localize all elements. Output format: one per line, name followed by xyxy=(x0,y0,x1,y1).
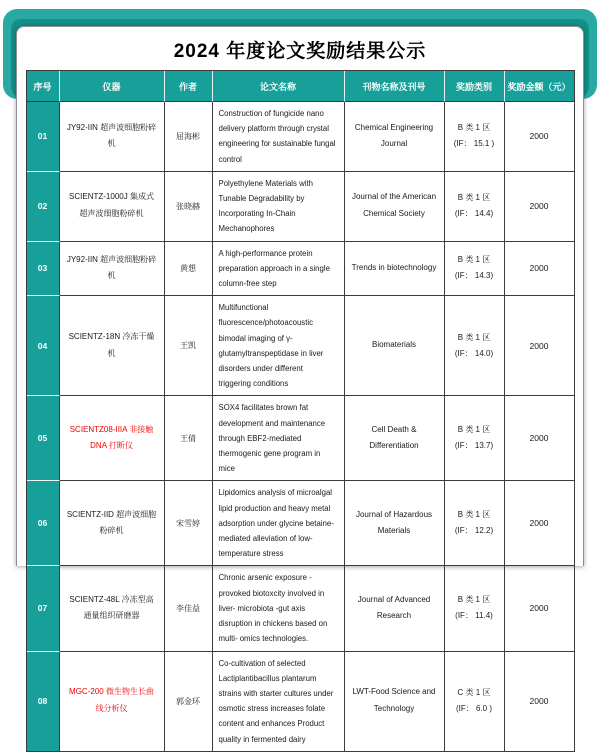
cell-journal: Journal of the American Chemical Society xyxy=(345,172,445,242)
award-category-class: B 类 1 区 xyxy=(457,193,491,203)
cell-award-amount: 2000 xyxy=(505,566,575,651)
cell-row-number: 08 xyxy=(27,652,60,752)
cell-paper-title: SOX4 facilitates brown fat development and maintenance through EBF2-mediated thermogenic gene program in mice xyxy=(213,396,345,481)
header-cell: 仪器 xyxy=(60,71,165,102)
cell-award-category xyxy=(445,296,505,396)
table-row xyxy=(27,652,575,752)
cell-author: 郭金环 xyxy=(165,652,213,752)
table-body xyxy=(27,102,575,752)
cell-journal: Journal of Hazardous Materials xyxy=(345,481,445,566)
cell-row-number: 05 xyxy=(27,396,60,481)
cell-journal: Journal of Advanced Research xyxy=(345,566,445,651)
cell-award-category xyxy=(445,102,505,172)
cell-instrument: JY92-IIN 超声波细胞粉碎机 xyxy=(60,242,165,297)
table-row xyxy=(27,172,575,242)
cell-journal: Trends in biotechnology xyxy=(345,242,445,297)
table-row xyxy=(27,242,575,297)
cell-author: 宋雪婷 xyxy=(165,481,213,566)
cell-author: 黄想 xyxy=(165,242,213,297)
table-header-row xyxy=(27,71,575,102)
cell-award-amount: 2000 xyxy=(505,242,575,297)
cell-paper-title: Co-cultivation of selected Lactiplantibacillus plantarum strains with starter cultures under osmotic stress increases folate content and enhances Product quality in fermented dairy xyxy=(213,652,345,752)
table-row xyxy=(27,102,575,172)
document-page xyxy=(16,26,584,744)
cell-award-category xyxy=(445,481,505,566)
award-category-impact-factor: (IF： 14.4) xyxy=(454,209,494,219)
cell-instrument: SCIENTZ-48L 冷冻型高通量组织研磨器 xyxy=(60,566,165,651)
cell-paper-title: A high-performance protein preparation approach in a single column-free step xyxy=(213,242,345,297)
cell-instrument: SCIENTZ-18N 冷冻干燥机 xyxy=(60,296,165,396)
cell-author: 屈海彬 xyxy=(165,102,213,172)
cell-award-category xyxy=(445,566,505,651)
award-category-class: C 类 1 区 xyxy=(457,688,491,698)
award-category-class: B 类 1 区 xyxy=(457,425,491,435)
cell-paper-title: Chronic arsenic exposure - provoked biotoxcity involved in liver- microbiota -gut axis disruption in chickens based on multi- omics technologies. xyxy=(213,566,345,651)
award-results-table xyxy=(26,70,575,752)
cell-award-category xyxy=(445,242,505,297)
cell-author: 王倩 xyxy=(165,396,213,481)
header-cell: 刊物名称及刊号 xyxy=(345,71,445,102)
award-category-impact-factor: (IF： 13.7) xyxy=(454,441,494,451)
cell-instrument: SCIENTZ-1000J 集成式超声波细胞粉碎机 xyxy=(60,172,165,242)
award-category-impact-factor: (IF： 12.2) xyxy=(454,526,494,536)
cell-author: 李佳益 xyxy=(165,566,213,651)
award-category-class: B 类 1 区 xyxy=(457,255,491,265)
cell-author: 王凯 xyxy=(165,296,213,396)
table-row xyxy=(27,566,575,651)
table-row xyxy=(27,396,575,481)
cell-paper-title: Lipidomics analysis of microalgal lipid production and heavy metal adsorption under glycine betaine-mediated alleviation of low-temperature stress xyxy=(213,481,345,566)
cell-instrument: MGC-200 微生物生长曲线分析仪 xyxy=(60,652,165,752)
header-cell: 奖励类别 xyxy=(445,71,505,102)
cell-row-number: 07 xyxy=(27,566,60,651)
award-category-impact-factor: (IF： 11.4) xyxy=(455,611,493,621)
award-category-impact-factor: (IF： 6.0 ) xyxy=(455,704,492,714)
table-row xyxy=(27,296,575,396)
award-category-class: B 类 1 区 xyxy=(457,332,491,342)
award-category-class: B 类 1 区 xyxy=(457,123,491,133)
cell-instrument: SCIENTZ08-IIIA 非接触 DNA 打断仪 xyxy=(60,396,165,481)
cell-award-category xyxy=(445,652,505,752)
cell-row-number: 01 xyxy=(27,102,60,172)
cell-award-category xyxy=(445,396,505,481)
cell-award-amount: 2000 xyxy=(505,652,575,752)
cell-row-number: 06 xyxy=(27,481,60,566)
cell-award-amount: 2000 xyxy=(505,296,575,396)
cell-row-number: 03 xyxy=(27,242,60,297)
cell-journal: LWT-Food Science and Technology xyxy=(345,652,445,752)
cell-author: 张晓赫 xyxy=(165,172,213,242)
cell-award-amount: 2000 xyxy=(505,172,575,242)
cell-row-number: 02 xyxy=(27,172,60,242)
cell-instrument: SCIENTZ-IID 超声波细胞粉碎机 xyxy=(60,481,165,566)
page-title: 2024 年度论文奖励结果公示 xyxy=(173,41,427,62)
cell-award-amount: 2000 xyxy=(505,102,575,172)
cell-journal: Biomaterials xyxy=(345,296,445,396)
header-cell: 奖励金额（元） xyxy=(505,71,575,102)
cell-paper-title: Multifunctional fluorescence/photoacoustic bimodal imaging of γ-glutamyltranspeptidase in liver disorders under different triggering conditions xyxy=(213,296,345,396)
award-category-impact-factor: (IF： 14.0) xyxy=(454,348,494,358)
header-cell: 论文名称 xyxy=(213,71,345,102)
table-row xyxy=(27,481,575,566)
cell-journal: Cell Death & Differentiation xyxy=(345,396,445,481)
header-cell: 作者 xyxy=(165,71,213,102)
cell-journal: Chemical Engineering Journal xyxy=(345,102,445,172)
award-category-impact-factor: (IF： 15.1 ) xyxy=(453,139,495,149)
cell-row-number: 04 xyxy=(27,296,60,396)
cell-paper-title: Construction of fungicide nano delivery platform through crystal engineering for sustainable fungal control xyxy=(213,102,345,172)
award-category-class: B 类 1 区 xyxy=(457,595,491,605)
cell-instrument: JY92-IIN 超声波细胞粉碎机 xyxy=(60,102,165,172)
cell-award-category xyxy=(445,172,505,242)
cell-award-amount: 2000 xyxy=(505,481,575,566)
cell-paper-title: Polyethylene Materials with Tunable Degradability by Incorporating In-Chain Mechanophores xyxy=(213,172,345,242)
award-category-impact-factor: (IF： 14.3) xyxy=(454,271,494,281)
award-category-class: B 类 1 区 xyxy=(457,510,491,520)
header-cell: 序号 xyxy=(27,71,60,102)
table-header xyxy=(27,71,575,102)
cell-award-amount: 2000 xyxy=(505,396,575,481)
